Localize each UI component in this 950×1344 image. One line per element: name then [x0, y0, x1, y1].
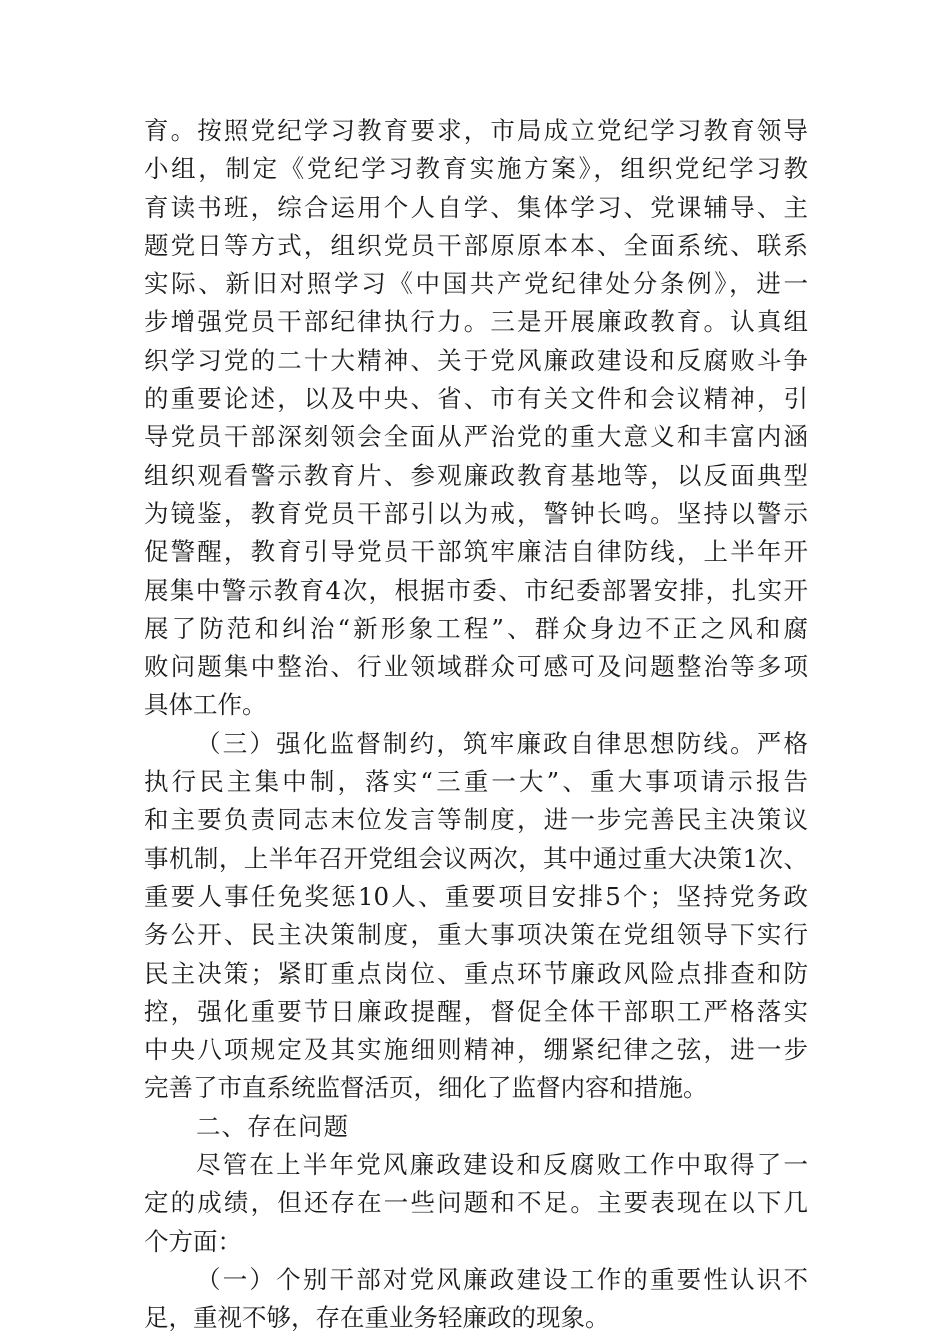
- text-line: 务公开、民主决策制度，重大事项决策在党组领导下实行: [144, 920, 808, 950]
- text-line: 展了防范和纠治“新形象工程”、群众身边不正之风和腐: [144, 613, 808, 643]
- text-line: 为镜鉴，教育党员干部引以为戒，警钟长鸣。坚持以警示: [144, 498, 808, 528]
- text-line: 民主决策；紧盯重点岗位、重点环节廉政风险点排查和防: [144, 958, 808, 988]
- text-line: 具体工作。: [144, 690, 267, 720]
- text-line: （三）强化监督制约，筑牢廉政自律思想防线。严格: [196, 728, 808, 758]
- text-line: 控，强化重要节日廉政提醒，督促全体干部职工严格落实: [144, 996, 808, 1026]
- text-line: 尽管在上半年党风廉政建设和反腐败工作中取得了一: [196, 1150, 808, 1180]
- text-line: 实际、新旧对照学习《中国共产党纪律处分条例》，进一: [144, 269, 808, 299]
- document-body: [144, 112, 808, 1338]
- text-line: 育读书班，综合运用个人自学、集体学习、党课辅导、主: [144, 192, 808, 222]
- text-line: （一）个别干部对党风廉政建设工作的重要性认识不: [196, 1264, 808, 1294]
- text-line: 展集中警示教育4次，根据市委、市纪委部署安排，扎实开: [144, 575, 808, 605]
- text-line: 定的成绩，但还存在一些问题和不足。主要表现在以下几: [144, 1188, 808, 1218]
- text-line: 败问题集中整治、行业领域群众可感可及问题整治等多项: [144, 652, 808, 682]
- text-line: 和主要负责同志末位发言等制度，进一步完善民主决策议: [144, 805, 808, 835]
- text-line: 执行民主集中制，落实“三重一大”、重大事项请示报告: [144, 767, 808, 797]
- text-line: 事机制，上半年召开党组会议两次，其中通过重大决策1次、: [144, 843, 808, 873]
- text-line: 中央八项规定及其实施细则精神，绷紧纪律之弦，进一步: [144, 1035, 808, 1065]
- text-line: 织学习党的二十大精神、关于党风廉政建设和反腐败斗争: [144, 345, 808, 375]
- section-heading: 二、存在问题: [196, 1111, 349, 1141]
- text-line: 组织观看警示教育片、参观廉政教育基地等，以反面典型: [144, 460, 808, 490]
- text-line: 重要人事任免奖惩10人、重要项目安排5个；坚持党务政: [144, 881, 808, 911]
- text-line: 步增强党员干部纪律执行力。三是开展廉政教育。认真组: [144, 307, 808, 337]
- text-line: 完善了市直系统监督活页，细化了监督内容和措施。: [144, 1073, 708, 1103]
- text-line: 促警醒，教育引导党员干部筑牢廉洁自律防线，上半年开: [144, 537, 808, 567]
- text-line: 的重要论述，以及中央、省、市有关文件和会议精神，引: [144, 384, 808, 414]
- text-line: 个方面：: [144, 1226, 242, 1256]
- text-line: 足，重视不够，存在重业务轻廉政的现象。: [144, 1303, 610, 1333]
- text-line: 小组，制定《党纪学习教育实施方案》，组织党纪学习教: [144, 154, 808, 184]
- text-line: 导党员干部深刻领会全面从严治党的重大意义和丰富内涵: [144, 422, 808, 452]
- text-line: 育。按照党纪学习教育要求，市局成立党纪学习教育领导: [144, 116, 808, 145]
- text-line: 题党日等方式，组织党员干部原原本本、全面系统、联系: [144, 230, 808, 260]
